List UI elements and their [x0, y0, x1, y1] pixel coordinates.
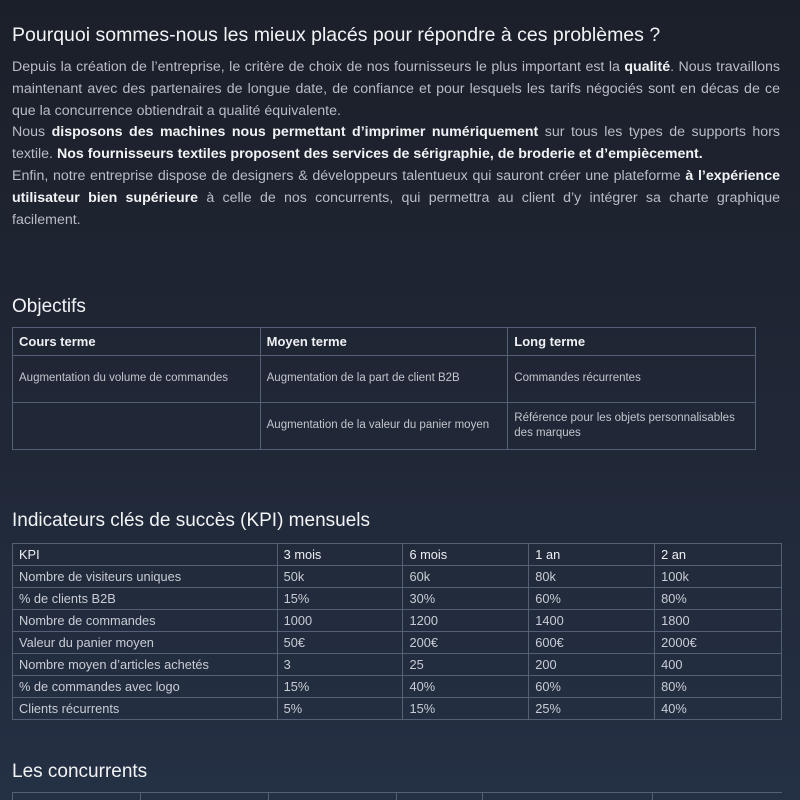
table-row [13, 566, 782, 588]
intro-p2-text-mid: sur tous les types de supports hors textile. [12, 124, 781, 163]
intro-p2-text: Nous [12, 124, 52, 141]
intro-p3-text-end: à celle de nos concurrents, qui permettra au client d’y intégrer sa charte graphique facilement. [12, 189, 780, 228]
table-cell: 25 [403, 654, 529, 676]
table-cell: 80% [655, 676, 782, 698]
table-cell: Augmentation de la valeur du panier moyen [260, 403, 508, 450]
table-row [13, 632, 782, 654]
column-header: 1 an [529, 544, 655, 566]
table-divider [12, 793, 13, 800]
table-cell: Augmentation de la part de client B2B [260, 356, 508, 403]
table-cell: 80k [529, 566, 655, 588]
intro-p1-text: Depuis la création de l’entreprise, le critère de choix de nos fournisseurs le plus important est la [12, 59, 625, 75]
kpi-title: Indicateurs clés de succès (KPI) mensuels [12, 510, 370, 531]
kpi-table [12, 543, 782, 720]
intro-p2-bold-end: Nos fournisseurs textiles proposent des services de sérigraphie, de broderie et d’empiècement. [56, 146, 703, 163]
intro-paragraph-1 [12, 57, 780, 122]
table-cell: 1000 [277, 610, 403, 632]
intro-p3-text: Enfin, notre entreprise dispose de designers & développeurs talentueux qui sauront créer une plateforme [12, 167, 686, 184]
table-cell: 3 [277, 654, 403, 676]
table-divider [652, 793, 653, 800]
intro-p2-bold: disposons des machines nous permettant d’imprimer numériquement [51, 124, 539, 141]
table-cell: 1800 [655, 610, 782, 632]
table-cell: 5% [277, 698, 403, 720]
table-cell: 600€ [529, 632, 655, 654]
table-header-row [13, 328, 756, 356]
table-row [13, 698, 782, 720]
objectifs-table [12, 327, 756, 450]
intro-paragraph-3 [12, 166, 780, 231]
objectifs-title: Objectifs [12, 296, 86, 317]
table-cell: 15% [277, 588, 403, 610]
column-header: 6 mois [403, 544, 529, 566]
table-divider [482, 793, 483, 800]
table-cell: Nombre de commandes [13, 610, 278, 632]
table-cell: 40% [403, 676, 529, 698]
table-cell: 80% [655, 588, 782, 610]
table-cell: 50k [277, 566, 403, 588]
table-cell: 200 [529, 654, 655, 676]
column-header: KPI [13, 544, 278, 566]
table-cell: Nombre de visiteurs uniques [13, 566, 278, 588]
table-cell: 100k [655, 566, 782, 588]
table-cell: 60% [529, 676, 655, 698]
column-header: 2 an [655, 544, 782, 566]
table-divider [268, 793, 269, 800]
column-header: Long terme [508, 328, 756, 356]
table-cell: % de clients B2B [13, 588, 278, 610]
table-cell: 60k [403, 566, 529, 588]
table-row [13, 403, 756, 450]
table-cell: 15% [277, 676, 403, 698]
table-cell: Commandes récurrentes [508, 356, 756, 403]
concurrents-table-top [12, 792, 782, 800]
table-row [13, 588, 782, 610]
table-cell: 2000€ [655, 632, 782, 654]
intro-p1-bold: qualité [624, 59, 671, 75]
intro-paragraph-2 [12, 122, 780, 166]
table-cell: 400 [655, 654, 782, 676]
intro-text [12, 57, 780, 231]
intro-p3-bold: à l’expérience utilisateur bien supérieure [12, 167, 780, 206]
column-header: Moyen terme [260, 328, 508, 356]
table-cell: 60% [529, 588, 655, 610]
table-cell: 40% [655, 698, 782, 720]
column-header: 3 mois [277, 544, 403, 566]
table-cell: 30% [403, 588, 529, 610]
concurrents-title: Les concurrents [12, 761, 148, 782]
table-cell: 200€ [403, 632, 529, 654]
table-cell: Référence pour les objets personnalisables des marques [508, 403, 756, 450]
table-row [13, 356, 756, 403]
table-row [13, 654, 782, 676]
table-divider [396, 793, 397, 800]
table-cell: Nombre moyen d’articles achetés [13, 654, 278, 676]
table-cell: Augmentation du volume de commandes [13, 356, 261, 403]
table-cell: 1200 [403, 610, 529, 632]
table-cell [13, 403, 261, 450]
table-divider [140, 793, 141, 800]
table-row [13, 610, 782, 632]
column-header: Cours terme [13, 328, 261, 356]
table-cell: 1400 [529, 610, 655, 632]
table-cell: Valeur du panier moyen [13, 632, 278, 654]
page-title: Pourquoi sommes-nous les mieux placés pour répondre à ces problèmes ? [12, 24, 661, 46]
table-cell: 50€ [277, 632, 403, 654]
table-cell: 15% [403, 698, 529, 720]
table-cell: 25% [529, 698, 655, 720]
table-cell: % de commandes avec logo [13, 676, 278, 698]
table-cell: Clients récurrents [13, 698, 278, 720]
table-header-row [13, 544, 782, 566]
intro-p1-text-end: . Nous travaillons maintenant avec des partenaires de longue date, de confiance et pour lesquels les tarifs négociés sont en décas de ce que la concurrence obtiendrait a qualité équivalente. [12, 59, 780, 119]
table-row [13, 676, 782, 698]
